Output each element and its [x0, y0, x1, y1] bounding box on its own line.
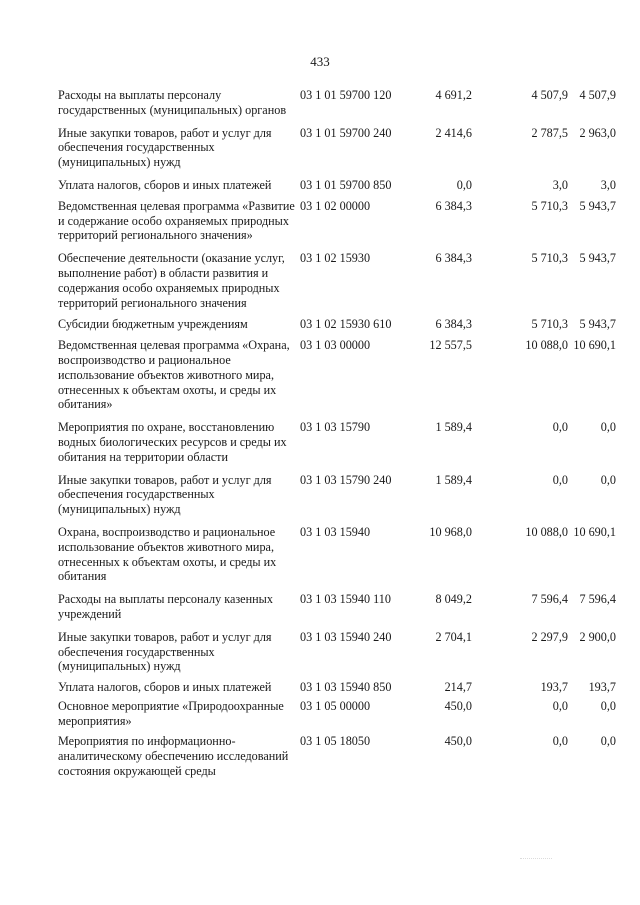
row-value-2: 5 710,3 [531, 198, 568, 213]
row-value-1: 12 557,5 [429, 338, 472, 353]
row-code: 03 1 05 00000 [300, 698, 371, 713]
row-value-1: 450,0 [444, 734, 472, 749]
row-name: Мероприятия по охране, восстановлению водных биологических ресурсов и среды их обитания на территории области [58, 420, 287, 464]
row-value-2: 0,0 [552, 420, 568, 435]
row-value-3: 0,0 [600, 698, 616, 713]
table-row [58, 88, 618, 118]
row-code: 03 1 03 15940 240 [300, 629, 392, 644]
row-value-3: 3,0 [600, 177, 616, 192]
table-row [58, 178, 618, 193]
row-name: Ведомственная целевая программа «Охрана, воспроизводство и рациональное использование объектов животного мира, отнесенных к объектам охоты, и среды их обитания» [58, 338, 290, 412]
row-code: 03 1 01 59700 240 [300, 125, 392, 140]
table-row [58, 680, 618, 695]
row-name: Субсидии бюджетным учреждениям [58, 317, 248, 332]
budget-table [58, 88, 618, 779]
row-code: 03 1 01 59700 850 [300, 177, 392, 192]
row-value-2: 7 596,4 [531, 592, 568, 607]
row-value-1: 2 704,1 [435, 629, 472, 644]
table-row [58, 317, 618, 332]
row-name: Ведомственная целевая программа «Развитие и содержание особо охраняемых природных территорий регионального значения» [58, 198, 295, 243]
row-value-2: 10 088,0 [525, 524, 568, 539]
row-code: 03 1 03 15790 240 [300, 472, 392, 487]
row-value-3: 5 943,7 [579, 198, 616, 213]
row-value-1: 0,0 [456, 177, 472, 192]
row-value-2: 0,0 [552, 472, 568, 487]
row-value-3: 5 943,7 [579, 251, 616, 266]
row-name: Охрана, воспроизводство и рациональное использование объектов животного мира, отнесенных к объектам охоты, и среды их обитания [58, 524, 277, 584]
row-value-1: 6 384,3 [435, 317, 472, 332]
row-code: 03 1 03 15940 110 [300, 592, 391, 607]
row-value-1: 8 049,2 [435, 592, 472, 607]
row-value-1: 1 589,4 [435, 472, 472, 487]
table-row [58, 199, 618, 243]
table-row [58, 699, 618, 729]
row-value-1: 6 384,3 [435, 251, 472, 266]
row-value-3: 7 596,4 [579, 592, 616, 607]
table-row [58, 338, 618, 412]
row-value-2: 3,0 [552, 177, 568, 192]
row-value-3: 10 690,1 [573, 524, 616, 539]
row-value-1: 450,0 [444, 698, 472, 713]
row-value-3: 0,0 [600, 472, 616, 487]
row-value-1: 1 589,4 [435, 420, 472, 435]
row-value-3: 0,0 [600, 420, 616, 435]
row-value-2: 5 710,3 [531, 251, 568, 266]
row-value-3: 10 690,1 [573, 338, 616, 353]
row-code: 03 1 02 15930 610 [300, 317, 392, 332]
row-value-2: 0,0 [552, 734, 568, 749]
row-value-1: 214,7 [444, 680, 472, 695]
row-value-2: 4 507,9 [531, 88, 568, 102]
row-name: Иные закупки товаров, работ и услуг для обеспечения государственных (муниципальных) нужд [58, 125, 272, 170]
row-code: 03 1 03 15940 850 [300, 680, 392, 695]
row-value-2: 2 787,5 [531, 125, 568, 140]
row-value-3: 2 963,0 [579, 125, 616, 140]
row-name: Иные закупки товаров, работ и услуг для обеспечения государственных (муниципальных) нужд [58, 629, 272, 674]
row-value-3: 5 943,7 [579, 317, 616, 332]
row-name: Мероприятия по информационно-аналитическому обеспечению исследований состояния окружающей среды [58, 734, 289, 779]
row-value-2: 193,7 [540, 680, 568, 695]
row-value-3: 4 507,9 [579, 88, 616, 102]
row-code: 03 1 05 18050 [300, 734, 371, 749]
row-value-1: 4 691,2 [435, 88, 472, 102]
row-value-1: 2 414,6 [435, 125, 472, 140]
table-row [58, 126, 618, 170]
table-row [58, 420, 618, 464]
table-row [58, 525, 618, 584]
row-code: 03 1 01 59700 120 [300, 88, 392, 102]
table-row [58, 251, 618, 310]
row-value-1: 6 384,3 [435, 198, 472, 213]
row-name: Обеспечение деятельности (оказание услуг, выполнение работ) в области развития и содержания особо охраняемых природных территорий регионального значения [58, 251, 285, 310]
row-code: 03 1 03 15940 [300, 524, 371, 539]
row-value-3: 2 900,0 [579, 629, 616, 644]
row-value-2: 10 088,0 [525, 338, 568, 353]
row-value-3: 0,0 [600, 734, 616, 749]
table-row [58, 592, 618, 622]
row-name: Иные закупки товаров, работ и услуг для обеспечения государственных (муниципальных) нужд [58, 472, 272, 517]
table-row [58, 473, 618, 517]
row-code: 03 1 03 00000 [300, 338, 371, 353]
row-value-2: 0,0 [552, 698, 568, 713]
scan-speck [520, 858, 552, 867]
row-name: Основное мероприятие «Природоохранные мероприятия» [58, 698, 284, 728]
table-row [58, 630, 618, 674]
row-code: 03 1 02 00000 [300, 198, 371, 213]
row-name: Уплата налогов, сборов и иных платежей [58, 680, 272, 695]
table-row [58, 734, 618, 778]
page-number: 433 [310, 54, 330, 69]
row-name: Уплата налогов, сборов и иных платежей [58, 177, 272, 192]
row-code: 03 1 03 15790 [300, 420, 371, 435]
row-name: Расходы на выплаты персоналу казенных учреждений [58, 592, 273, 621]
row-code: 03 1 02 15930 [300, 251, 371, 266]
row-value-1: 10 968,0 [429, 524, 472, 539]
row-value-2: 2 297,9 [531, 629, 568, 644]
row-name: Расходы на выплаты персоналу государственных (муниципальных) органов [58, 88, 287, 117]
row-value-3: 193,7 [588, 680, 616, 695]
row-value-2: 5 710,3 [531, 317, 568, 332]
